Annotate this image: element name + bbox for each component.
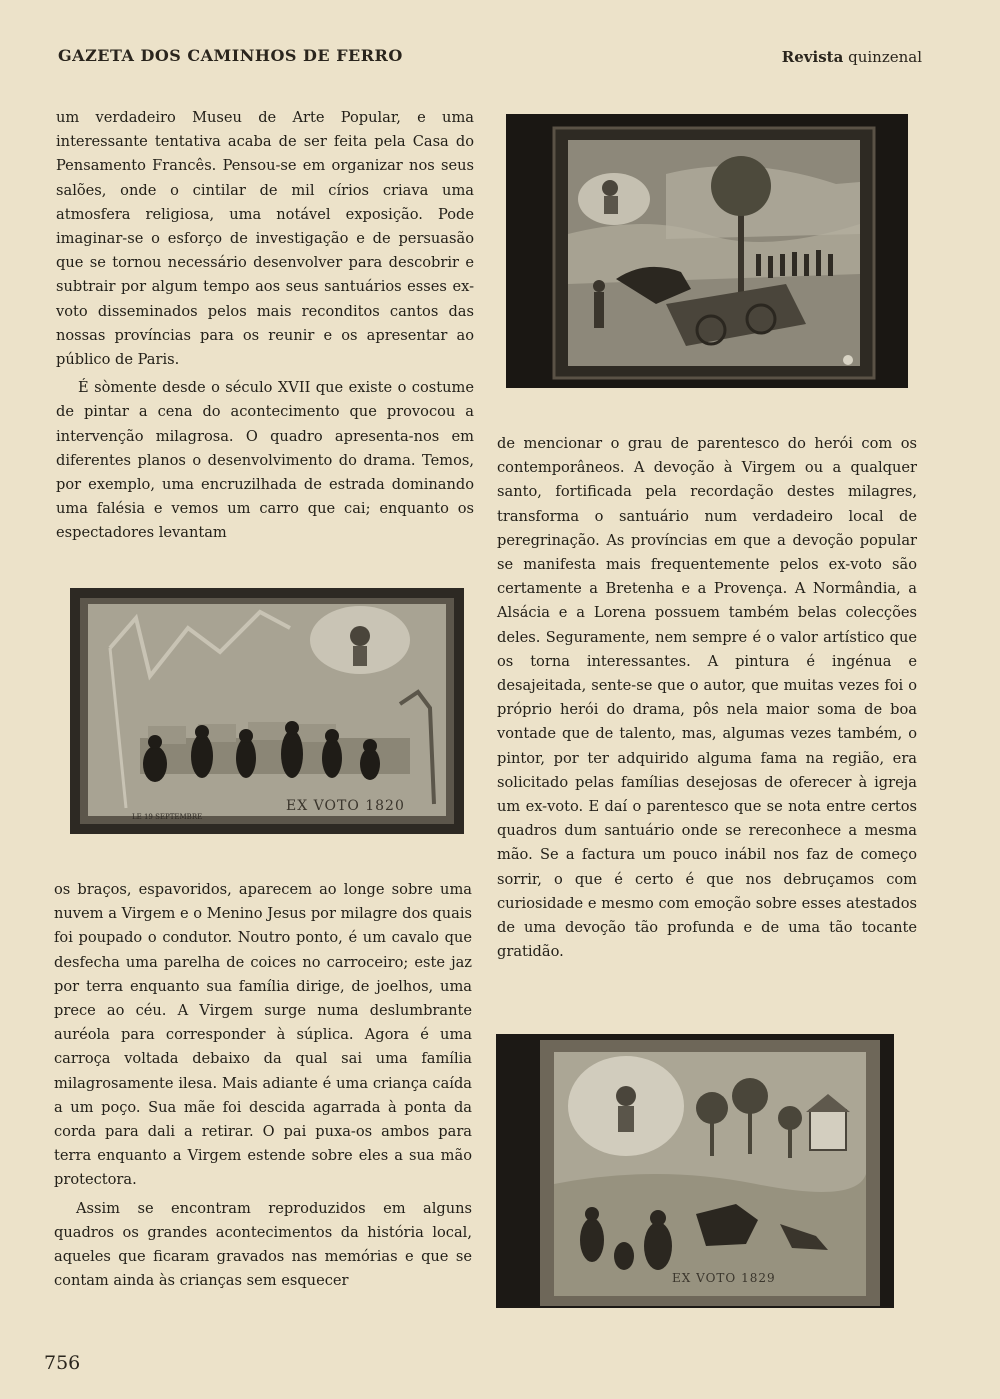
running-head-title: GAZETA DOS CAMINHOS DE FERRO bbox=[58, 46, 403, 65]
right-column-text bbox=[497, 432, 917, 964]
page-number: 756 bbox=[44, 1352, 81, 1374]
painting-small-inscription: LE 19 SEPTEMBRE bbox=[132, 813, 203, 821]
paragraph: de mencionar o grau de parentesco do herói com os contemporâneos. A devoção à Virgem ou a qualquer santo, fortificada pela recordação destes milagres, transforma o santuário num verdadeiro local de peregrinação. As províncias em que a devoção popular se manifesta mais frequentemente pelos ex-voto são certamente a Bretenha e a Provença. A Normândia, a Alsácia e a Lorena possuem também belas colecções deles. Seguramente, nem sempre é o valor artístico que os torna interessantes. A pintura é ingénua e desajeitada, sente-se que o autor, que muitas vezes foi o próprio herói do drama, pôs nela maior soma de boa vontade que de talento, mas, algumas vezes também, o pintor, por ter adquirido alguma fama na região, era solicitado pelas famílias desejosas de oferecer à igreja um ex-voto. E daí o parentesco que se nota entre certos quadros dum santuário onde se rereconhece a mesma mão. Se a factura um pouco inábil nos faz de começo sorrir, o que é certo é que nos debruçamos com curiosidade e mesmo com emoção sobre esses atestados de uma devoção tão profunda e de uma tão tocante gratidão. bbox=[497, 435, 917, 961]
left-column-bottom-text bbox=[54, 878, 472, 1293]
paragraph: um verdadeiro Museu de Arte Popular, e uma interessante tentativa acaba de ser feita pela Casa do Pensamento Francês. Pensou-se em organizar nos seus salões, onde o cintilar de mil círios criava uma atmosfera religiosa, uma notável exposição. Pode imaginar-se o esforço de investigação e de persuasão que se tornou necessário desenvolver para descobrir e subtrair por algum tempo aos seus santuários esses ex-voto disseminados pelos mais reconditos cantos das nossas províncias para os reunir e os apresentar ao público de Paris. bbox=[56, 109, 474, 369]
painting-1820-illustration bbox=[70, 588, 464, 834]
ex-voto-painting-1829 bbox=[496, 1034, 894, 1308]
running-head-subtitle bbox=[782, 48, 922, 66]
painting-carriage-illustration bbox=[506, 114, 908, 388]
running-head-subtitle-rest: quinzenal bbox=[848, 48, 922, 66]
painting-1829-illustration bbox=[496, 1034, 894, 1308]
paragraph: É sòmente desde o século XVII que existe o costume de pintar a cena do acontecimento que provocou a intervenção milagrosa. O quadro apresenta-nos em diferentes planos o desenvolvimento do drama. Temos, por exemplo, uma encruzilhada de estrada dominando uma falésia e vemos um carro que cai; enquanto os espectadores levantam bbox=[56, 379, 474, 542]
painting-main-inscription: EX VOTO 1820 bbox=[286, 798, 405, 814]
paragraph: Assim se encontram reproduzidos em alguns quadros os grandes acontecimentos da história local, aqueles que ficaram gravados nas memórias e que se contam ainda às crianças sem esquecer bbox=[54, 1199, 472, 1290]
ex-voto-painting-carriage bbox=[506, 114, 908, 388]
left-column-top-text bbox=[56, 106, 474, 546]
running-head-subtitle-bold: Revista bbox=[781, 48, 844, 66]
ex-voto-painting-1820 bbox=[70, 588, 464, 834]
painting-main-inscription: EX VOTO 1829 bbox=[672, 1271, 776, 1285]
paragraph: os braços, espavoridos, aparecem ao longe sobre uma nuvem a Virgem e o Menino Jesus por milagre dos quais foi poupado o condutor. Noutro ponto, é um cavalo que desfecha uma parelha de coices no carroceiro; este jaz por terra enquanto sua família dirige, de joelhos, uma prece ao céu. A Virgem surge numa deslumbrante auréola para corresponder à súplica. Agora é uma carroça voltada debaixo da qual sai uma família milagrosamente ilesa. Mais adiante é uma criança caída a um poço. Sua mãe foi descida agarrada à ponta da corda para dali a retirar. O pai puxa-os ambos para terra enquanto a Virgem estende sobre eles a sua mão protectora. bbox=[54, 881, 472, 1189]
